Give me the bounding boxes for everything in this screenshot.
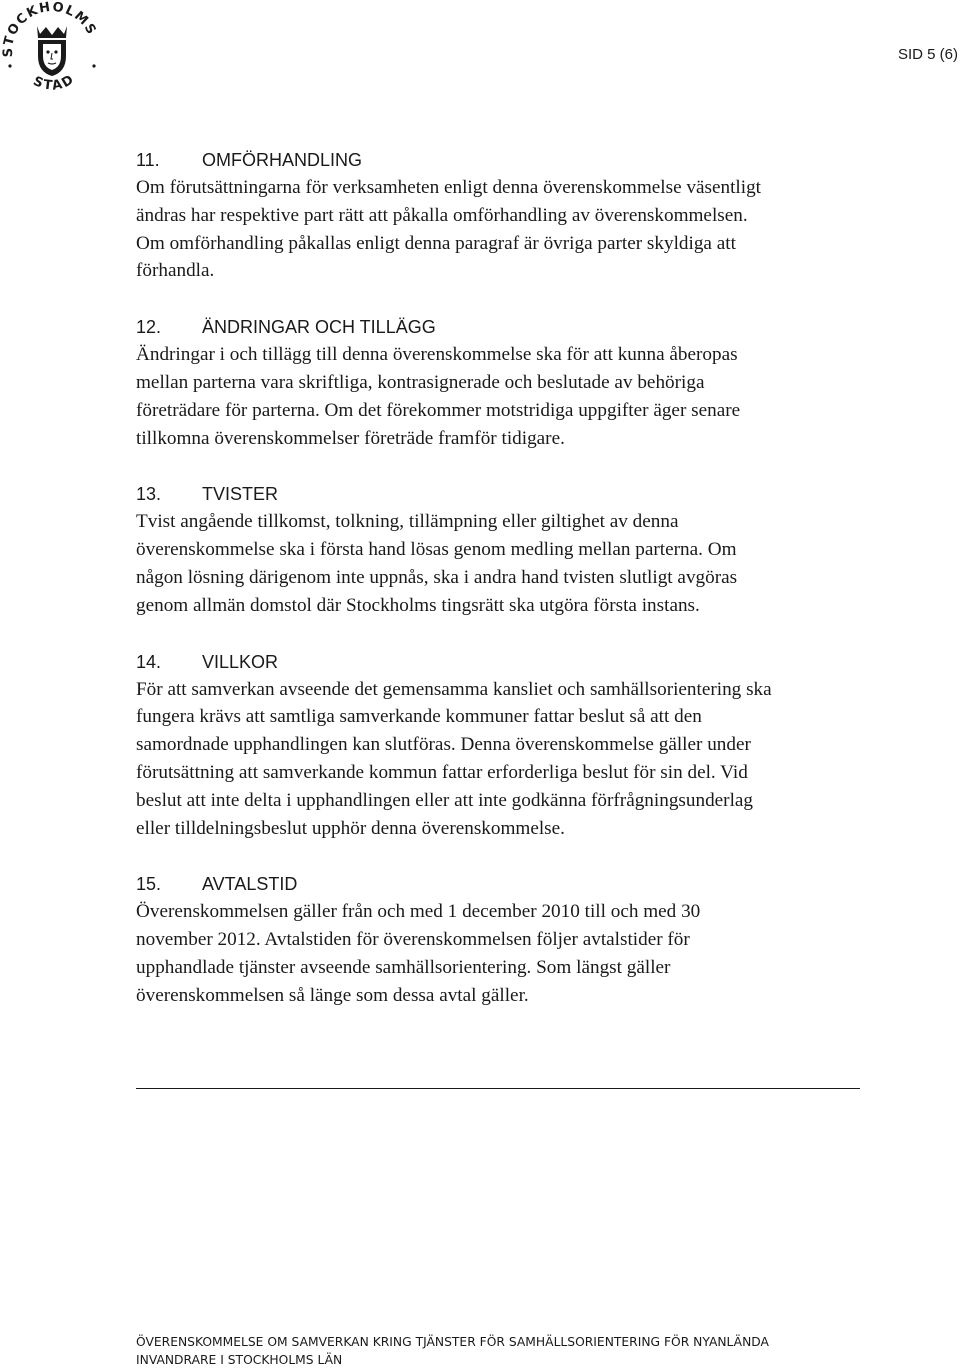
- section-avtalstid: [136, 870, 896, 1009]
- section-villkor: [136, 648, 896, 843]
- svg-text:STAD: STAD: [30, 71, 78, 94]
- section-number: 11.: [136, 150, 160, 170]
- section-title: OMFÖRHANDLING: [202, 150, 363, 170]
- section-title: TVISTER: [202, 484, 279, 505]
- section-heading: [136, 480, 896, 508]
- page-footer: ÖVERENSKOMMELSE OM SAMVERKAN KRING TJÄNSTER FÖR SAMHÄLLSORIENTERING FÖR NYANLÄNDA INVANDRARE I STOCKHOLMS LÄN: [136, 1335, 769, 1367]
- section-text: För att samverkan avseende det gemensamma kansliet och samhällsorientering ska fungera krävs att samtliga samverkande kommuner fattar beslut så att den samordnade upphandlingen kan slutföras. Denna överenskommelse gäller under förutsättning att samverkande kommun fattar erforderliga beslut för sin del. Vid beslut att inte delta i upphandlingen eller att inte godkänna förfrågningsunderlag eller tilldelningsbeslut upphör denna överenskommelse.: [136, 678, 772, 839]
- section-text: Tvist angående tillkomst, tolkning, tillämpning eller giltighet av denna överenskommelse ska i första hand lösas genom medling mellan parterna. Om någon lösning därigenom inte uppnås, ska i andra hand tvisten slutligt avgöras genom allmän domstol där Stockholms tingsrätt ska utgöra första instans.: [136, 511, 738, 616]
- section-text: Överenskommelsen gäller från och med 1 december 2010 till och med 30 november 2012. Avtalstiden för överenskommelsen följer avtalstider för upphandlade tjänster avseende samhällsorientering. Som längst gäller överenskommelsen så länge som dessa avtal gäller.: [136, 901, 701, 1006]
- section-heading: [136, 648, 896, 676]
- section-title: VILLKOR: [202, 651, 279, 672]
- signature-line: [136, 1088, 860, 1089]
- section-omforhandling: [136, 146, 896, 285]
- page-number: SID 5 (6): [897, 46, 958, 63]
- section-heading: [136, 313, 896, 341]
- stockholms-stad-logo: [0, 0, 104, 104]
- section-number: 15.: [136, 874, 162, 895]
- document-body: [136, 146, 896, 1038]
- section-title: AVTALSTID: [202, 874, 298, 895]
- section-title: ÄNDRINGAR OCH TILLÄGG: [202, 317, 436, 338]
- section-number: 12.: [136, 317, 162, 338]
- section-heading: [136, 146, 896, 174]
- section-text: Om förutsättningarna för verksamheten enligt denna överenskommelse väsentligt ändras har respektive part rätt att påkalla omförhandling av överenskommelsen. Om omförhandling påkallas enligt denna paragraf är övriga parter skyldiga att förhandla.: [136, 177, 762, 282]
- section-number: 14.: [136, 651, 162, 672]
- section-tvister: [136, 480, 896, 619]
- svg-text:STOCKHOLMS: STOCKHOLMS: [0, 0, 100, 58]
- section-heading: [136, 870, 896, 898]
- section-andringar: [136, 313, 896, 452]
- section-number: 13.: [136, 484, 162, 505]
- section-text: Ändringar i och tillägg till denna överenskommelse ska för att kunna åberopas mellan parterna vara skriftliga, kontrasignerade och beslutade av behöriga företrädare för parterna. Om det förekommer motstridiga uppgifter äger senare tillkomna överenskommelser företräde framför tidigare.: [136, 344, 741, 449]
